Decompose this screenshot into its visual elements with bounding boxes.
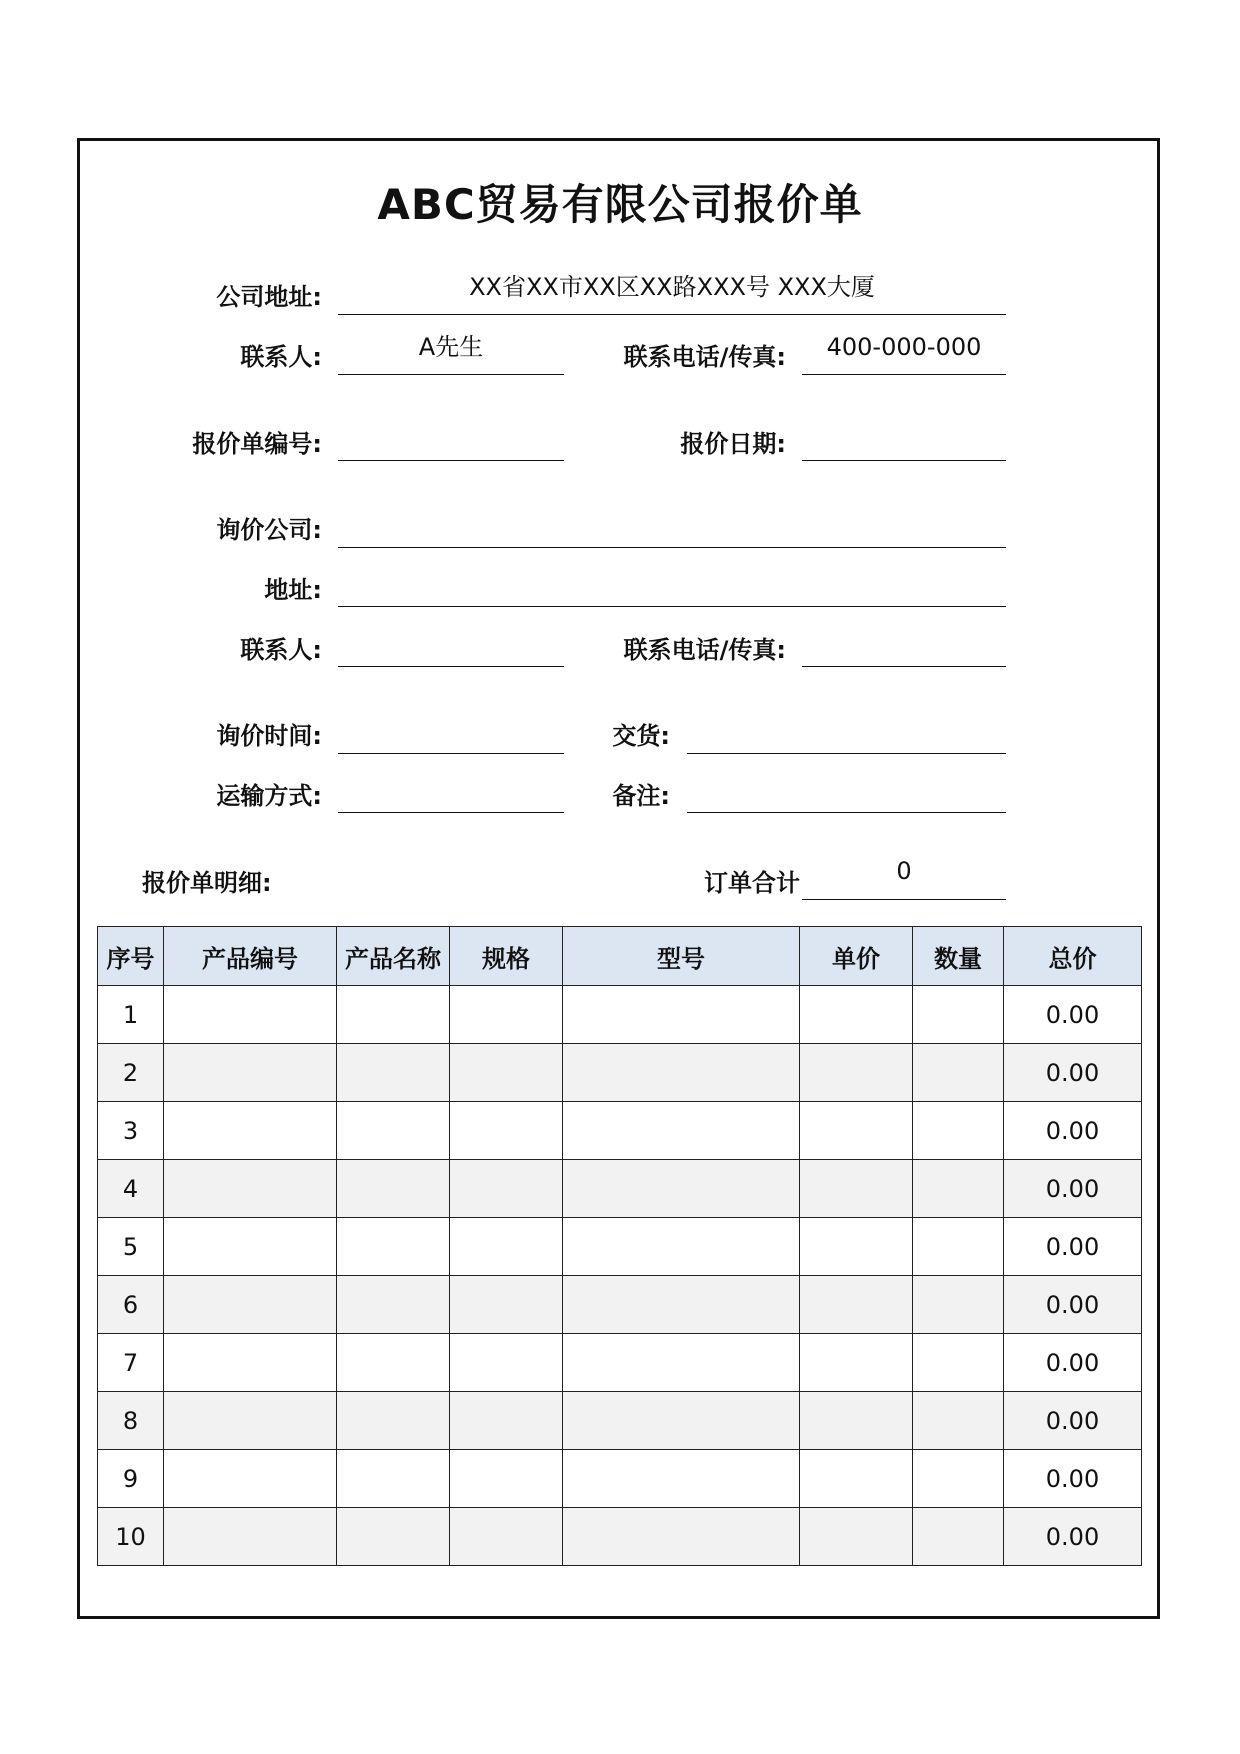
seller-phone-label: 联系电话/传真: [623, 343, 786, 371]
row-product-name[interactable] [337, 1044, 450, 1102]
table-row [98, 1392, 1142, 1450]
row-product-name[interactable] [337, 1218, 450, 1276]
row-unit-price[interactable] [800, 1218, 913, 1276]
row-unit-price[interactable] [800, 1160, 913, 1218]
row-serial: 8 [98, 1392, 164, 1450]
row-product-code[interactable] [164, 1392, 337, 1450]
row-quantity[interactable] [913, 1508, 1004, 1566]
seller-phone-value[interactable]: 400-000-000 [826, 333, 982, 361]
company-address-label: 公司地址: [216, 283, 322, 311]
row-spec[interactable] [450, 986, 563, 1044]
row-total-price: 0.00 [1004, 1450, 1142, 1508]
row-unit-price[interactable] [800, 1450, 913, 1508]
row-product-code[interactable] [164, 1508, 337, 1566]
row-product-name[interactable] [337, 1160, 450, 1218]
header-product-code: 产品编号 [164, 927, 337, 986]
inquiry-contact-line [338, 666, 564, 667]
order-total-label: 订单合计 [704, 869, 800, 897]
row-product-name[interactable] [337, 1102, 450, 1160]
row-total-price: 0.00 [1004, 1392, 1142, 1450]
header-spec: 规格 [450, 927, 563, 986]
row-total-price: 0.00 [1004, 1218, 1142, 1276]
inquiry-company-label: 询价公司: [216, 516, 322, 544]
row-quantity[interactable] [913, 1450, 1004, 1508]
company-address-value[interactable]: XX省XX市XX区XX路XXX号 XXX大厦 [469, 273, 875, 301]
header-serial: 序号 [98, 927, 164, 986]
header-model: 型号 [563, 927, 800, 986]
row-total-price: 0.00 [1004, 1276, 1142, 1334]
header-total-price: 总价 [1004, 927, 1142, 986]
row-quantity[interactable] [913, 1044, 1004, 1102]
row-unit-price[interactable] [800, 1276, 913, 1334]
table-row [98, 1044, 1142, 1102]
row-product-name[interactable] [337, 1392, 450, 1450]
row-quantity[interactable] [913, 1334, 1004, 1392]
row-model[interactable] [563, 1218, 800, 1276]
row-serial: 7 [98, 1334, 164, 1392]
row-model[interactable] [563, 986, 800, 1044]
row-product-name[interactable] [337, 1276, 450, 1334]
header-quantity: 数量 [913, 927, 1004, 986]
row-quantity[interactable] [913, 1218, 1004, 1276]
table-row [98, 1276, 1142, 1334]
seller-phone-line [802, 374, 1006, 375]
row-unit-price[interactable] [800, 986, 913, 1044]
seller-contact-value[interactable]: A先生 [418, 333, 484, 361]
row-unit-price[interactable] [800, 1102, 913, 1160]
row-unit-price[interactable] [800, 1508, 913, 1566]
row-quantity[interactable] [913, 1160, 1004, 1218]
inquiry-time-line [338, 753, 564, 754]
table-row [98, 986, 1142, 1044]
quote-date-label: 报价日期: [680, 430, 786, 458]
row-quantity[interactable] [913, 1392, 1004, 1450]
quote-number-label: 报价单编号: [192, 430, 322, 458]
header-unit-price: 单价 [800, 927, 913, 986]
table-row [98, 1508, 1142, 1566]
row-unit-price[interactable] [800, 1044, 913, 1102]
inquiry-time-label: 询价时间: [216, 722, 322, 750]
row-total-price: 0.00 [1004, 1508, 1142, 1566]
row-serial: 1 [98, 986, 164, 1044]
row-product-code[interactable] [164, 986, 337, 1044]
row-total-price: 0.00 [1004, 1160, 1142, 1218]
row-spec[interactable] [450, 1044, 563, 1102]
row-product-code[interactable] [164, 1334, 337, 1392]
row-total-price: 0.00 [1004, 1102, 1142, 1160]
row-total-price: 0.00 [1004, 986, 1142, 1044]
company-address-line [338, 314, 1006, 315]
detail-section-label: 报价单明细: [142, 869, 272, 897]
row-spec[interactable] [450, 1276, 563, 1334]
table-row [98, 1102, 1142, 1160]
row-serial: 6 [98, 1276, 164, 1334]
inquiry-phone-label: 联系电话/传真: [623, 636, 786, 664]
page-title: ABC贸易有限公司报价单 [377, 180, 863, 229]
row-quantity[interactable] [913, 1276, 1004, 1334]
row-spec[interactable] [450, 1160, 563, 1218]
row-spec[interactable] [450, 1508, 563, 1566]
row-product-name[interactable] [337, 986, 450, 1044]
delivery-line [687, 753, 1006, 754]
row-serial: 2 [98, 1044, 164, 1102]
row-product-code[interactable] [164, 1218, 337, 1276]
row-product-name[interactable] [337, 1450, 450, 1508]
row-serial: 10 [98, 1508, 164, 1566]
table-row [98, 1160, 1142, 1218]
inquiry-address-line [338, 606, 1006, 607]
seller-contact-line [338, 374, 564, 375]
quote-number-line [338, 460, 564, 461]
row-model[interactable] [563, 1334, 800, 1392]
inquiry-company-line [338, 547, 1006, 548]
table-row [98, 1450, 1142, 1508]
row-spec[interactable] [450, 1450, 563, 1508]
row-spec[interactable] [450, 1392, 563, 1450]
row-product-code[interactable] [164, 1102, 337, 1160]
row-model[interactable] [563, 1450, 800, 1508]
table-row [98, 1218, 1142, 1276]
row-model[interactable] [563, 1508, 800, 1566]
row-product-code[interactable] [164, 1160, 337, 1218]
inquiry-address-label: 地址: [264, 576, 322, 604]
quote-date-line [802, 460, 1006, 461]
row-product-name[interactable] [337, 1334, 450, 1392]
row-model[interactable] [563, 1102, 800, 1160]
row-spec[interactable] [450, 1102, 563, 1160]
row-total-price: 0.00 [1004, 1044, 1142, 1102]
row-product-name[interactable] [337, 1508, 450, 1566]
header-product-name: 产品名称 [337, 927, 450, 986]
row-product-code[interactable] [164, 1276, 337, 1334]
seller-contact-label: 联系人: [240, 343, 322, 371]
inquiry-phone-line [802, 666, 1006, 667]
remark-label: 备注: [612, 782, 670, 810]
row-spec[interactable] [450, 1334, 563, 1392]
row-total-price: 0.00 [1004, 1334, 1142, 1392]
order-total-value[interactable]: 0 [896, 857, 912, 885]
row-spec[interactable] [450, 1218, 563, 1276]
row-unit-price[interactable] [800, 1392, 913, 1450]
order-total-line [802, 899, 1006, 900]
row-model[interactable] [563, 1160, 800, 1218]
inquiry-contact-label: 联系人: [240, 636, 322, 664]
row-serial: 9 [98, 1450, 164, 1508]
row-product-code[interactable] [164, 1044, 337, 1102]
table-header-row [98, 927, 1142, 986]
delivery-label: 交货: [612, 722, 670, 750]
row-serial: 4 [98, 1160, 164, 1218]
row-unit-price[interactable] [800, 1334, 913, 1392]
shipping-method-label: 运输方式: [216, 782, 322, 810]
row-model[interactable] [563, 1276, 800, 1334]
row-serial: 3 [98, 1102, 164, 1160]
quote-detail-table [97, 926, 1142, 1566]
row-model[interactable] [563, 1044, 800, 1102]
shipping-method-line [338, 812, 564, 813]
row-product-code[interactable] [164, 1450, 337, 1508]
row-quantity[interactable] [913, 1102, 1004, 1160]
table-row [98, 1334, 1142, 1392]
row-serial: 5 [98, 1218, 164, 1276]
remark-line [687, 812, 1006, 813]
row-quantity[interactable] [913, 986, 1004, 1044]
row-model[interactable] [563, 1392, 800, 1450]
